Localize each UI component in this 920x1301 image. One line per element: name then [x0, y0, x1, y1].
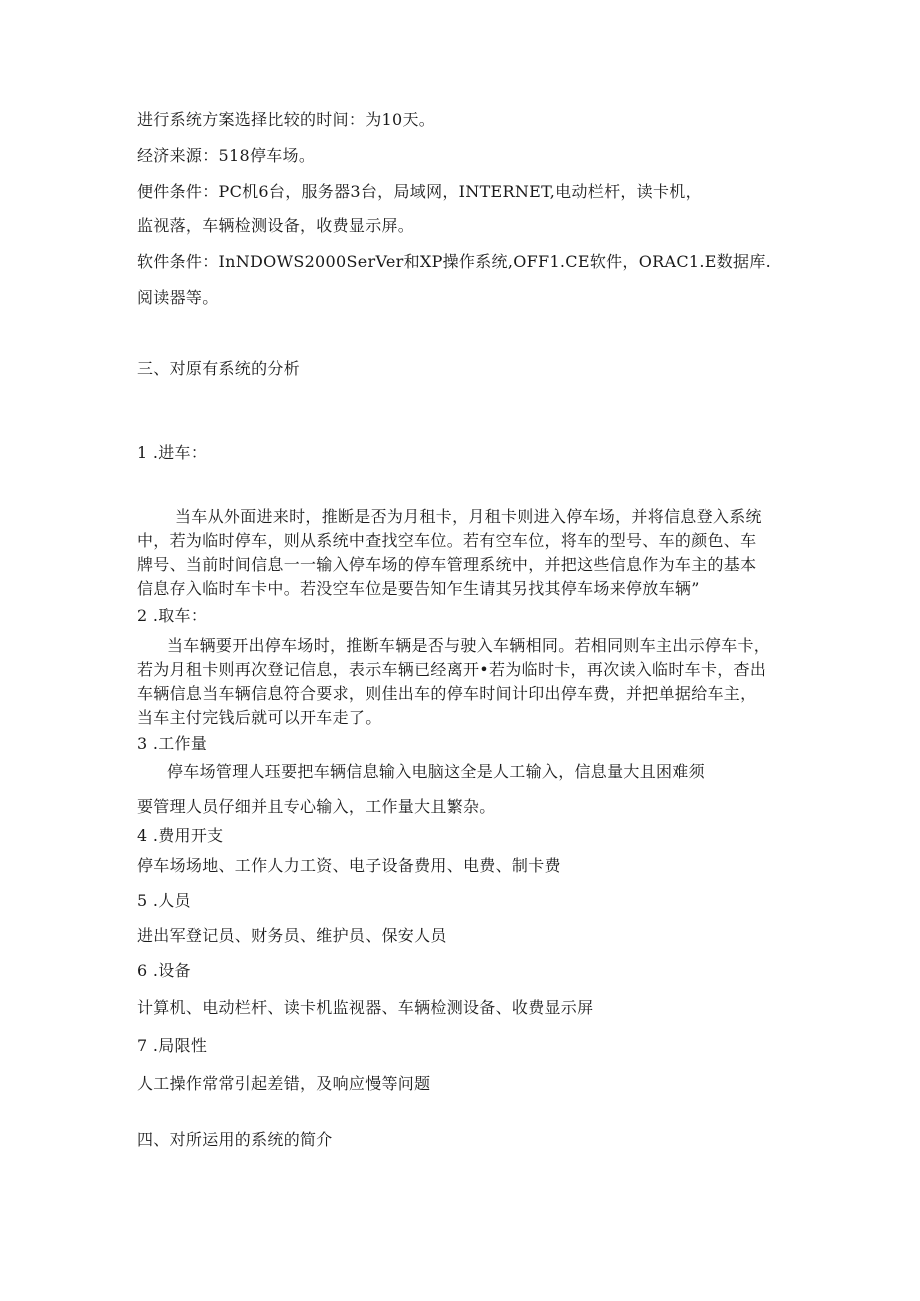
time-line: 进行系统方案选择比较的时间：为10天。	[137, 110, 436, 129]
software-line-cont: 阅读器等。	[137, 288, 219, 307]
staff-heading: 5 .人员	[137, 891, 191, 910]
equipment-body: 计算机、电动栏杆、读卡机监视器、车辆检测设备、收费显示屏	[137, 998, 594, 1017]
exit-paragraph	[137, 634, 787, 730]
hardware-line: 便件条件：PC机6台，服务器3台，局域网，INTERNET,电动栏杆，读卡机，	[137, 182, 702, 201]
section-3-heading: 三、对原有系统的分析	[137, 359, 301, 378]
limitation-body: 人工操作常常引起差错，及响应慢等问题	[137, 1074, 431, 1093]
hardware-line-cont: 监视落，车辆检测设备，收费显示屏。	[137, 216, 415, 235]
entry-paragraph	[137, 505, 787, 601]
funding-line: 经济来源：518停车场。	[137, 146, 316, 165]
workload-line: 停车场管理人珏要把车辆信息输入电脑这全是人工输入，信息量大且困难须	[167, 762, 705, 781]
exit-heading: 2 .取车：	[137, 606, 208, 625]
exit-line: 若为月租卡则再次登记信息，表示车辆已经离开•若为临时卡，再次读入临时车卡，杳出	[137, 660, 767, 679]
entry-line: 当车从外面进来时，推断是否为月租卡，月租卡则进入停车场，并将信息登入系统	[175, 507, 762, 526]
limitation-heading: 7 .局限性	[137, 1036, 208, 1055]
entry-heading: 1 .进车：	[137, 443, 208, 462]
equipment-heading: 6 .设备	[137, 961, 191, 980]
section-4-heading: 四、对所运用的系统的简介	[137, 1130, 333, 1149]
software-line: 软件条件：InNDOWS2000SerVer和XP操作系统,OFF1.CE软件，ORAC1.E数据库.	[137, 252, 772, 271]
entry-line: 中，若为临时停车，则从系统中查找空车位。若有空车位，将车的型号、车的颜色、车	[137, 531, 757, 550]
exit-line: 当车主付完钱后就可以开车走了。	[137, 708, 382, 727]
exit-line: 车辆信息当车辆信息符合要求，则佳出车的停车时间计印出停车费，并把单据给车主，	[137, 684, 757, 703]
workload-heading: 3 .工作量	[137, 734, 208, 753]
entry-line: 信息存入临时车卡中。若没空车位是要告知乍生请其另找其停车场来停放车辆”	[137, 579, 700, 598]
cost-body: 停车场场地、工作人力工资、电子设备费用、电费、制卡费	[137, 856, 561, 875]
entry-line: 牌号、当前时间信息一一输入停车场的停车管理系统中，并把这些信息作为车主的基本	[137, 555, 757, 574]
staff-body: 进出军登记员、财务员、维护员、保安人员	[137, 926, 447, 945]
exit-line: 当车辆要开出停车场时，推断车辆是否与驶入车辆相同。若相同则车主出示停车卡，	[167, 636, 771, 655]
cost-heading: 4 .费用开支	[137, 826, 224, 845]
workload-line-cont: 要管理人员仔细并且专心输入，工作量大且繁杂。	[137, 797, 496, 816]
